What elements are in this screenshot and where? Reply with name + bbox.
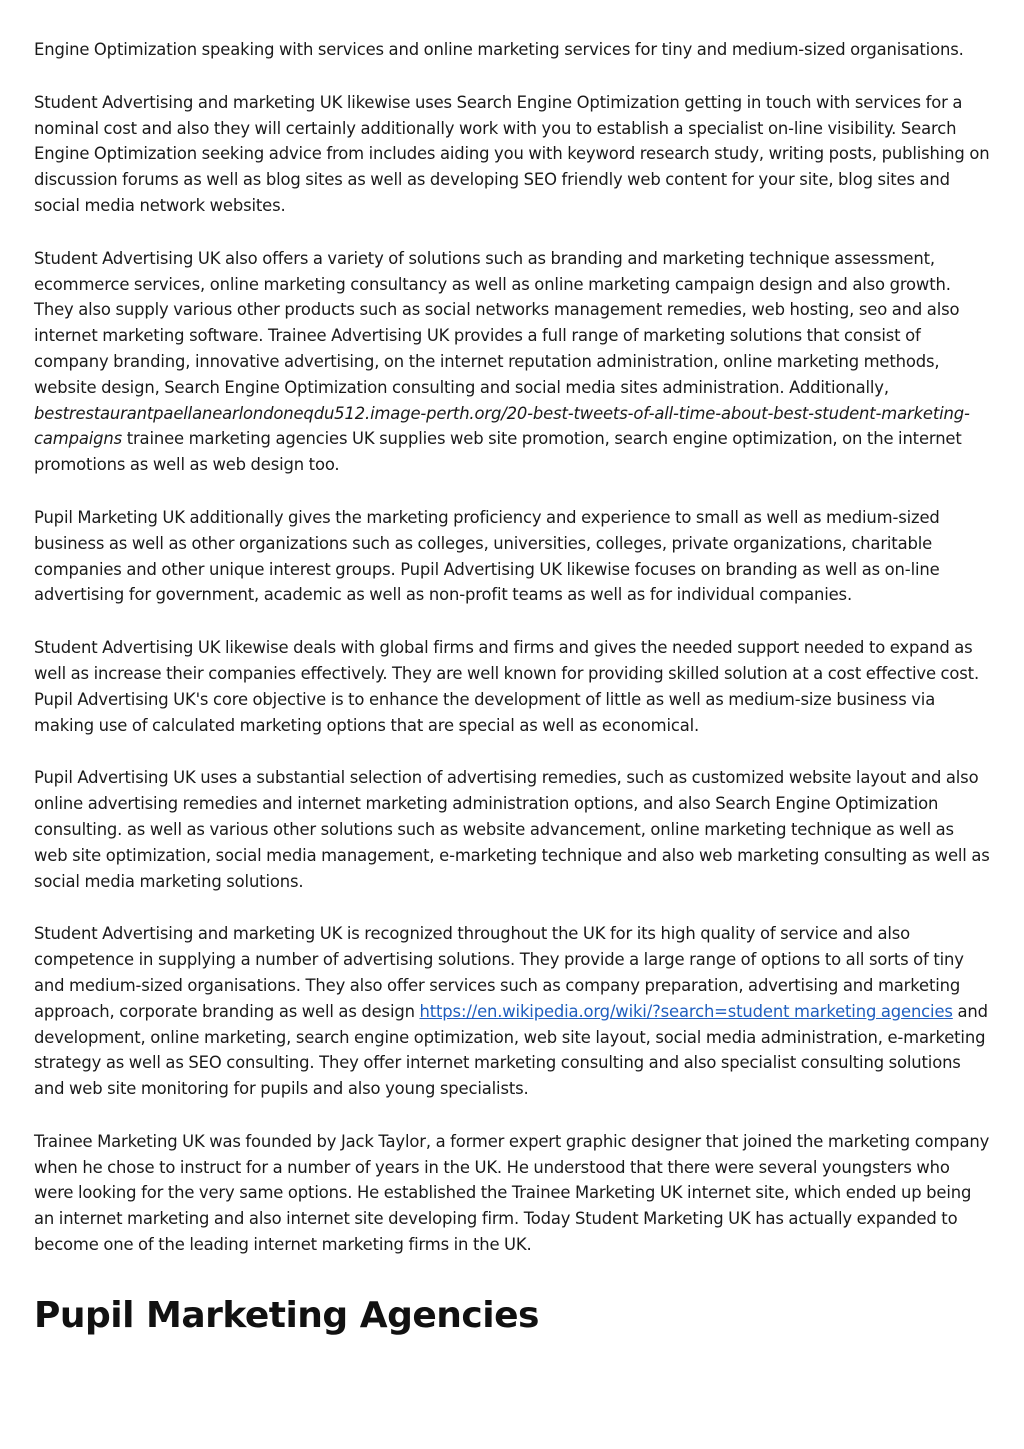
paragraph-2-text: Student Advertising and marketing UK likewise uses Search Engine Optimization getting in touch with services for a nominal cost and also they will certainly additionally work with you to establish a specialist on-line visibility. Search Engine Optimization seeking advice from includes aiding you with keyword research study, writing posts, publishing on discussion forums as well as blog sites as well as developing SEO friendly web content for your site, blog sites and social media network websites.: [34, 92, 990, 215]
paragraph-7: [34, 921, 990, 1102]
section-heading: Pupil Marketing Agencies: [34, 1294, 539, 1336]
paragraph-6-text: Pupil Advertising UK uses a substantial selection of advertising remedies, such as customized website layout and also online advertising remedies and internet marketing administration options, and also Search Engine Optimization consulting. as well as various other solutions such as website advancement, online marketing technique as well as web site optimization, social media management, e-marketing technique and also web marketing consulting as well as social media marketing solutions.: [34, 768, 990, 891]
paragraph-3-italic-url: bestrestaurantpaellanearlondoneqdu512.image-perth.org/20-best-tweets-of-all-time-about-best-student-marketing-campaigns: [34, 403, 970, 449]
paragraph-8: [34, 1129, 990, 1258]
paragraph-4: [34, 505, 990, 608]
paragraph-1-text: Engine Optimization speaking with services and online marketing services for tiny and medium-sized organisations.: [34, 40, 964, 59]
paragraph-1: [34, 37, 990, 63]
paragraph-3: [34, 246, 990, 478]
paragraph-6: [34, 765, 990, 894]
paragraph-5-text: Student Advertising UK likewise deals with global firms and firms and gives the needed support needed to expand as well as increase their companies effectively. They are well known for providing skilled solution at a cost effective cost. Pupil Advertising UK's core objective is to enhance the development of little as well as medium-size business via making use of calculated marketing options that are special as well as economical.: [34, 638, 980, 735]
paragraph-5: [34, 635, 990, 738]
paragraph-4-text: Pupil Marketing UK additionally gives the marketing proficiency and experience to small as well as medium-sized business as well as other organizations such as colleges, universities, colleges, private organizations, charitable companies and other unique interest groups. Pupil Advertising UK likewise focuses on branding as well as on-line advertising for government, academic as well as non-profit teams as well as for individual companies.: [34, 507, 940, 605]
paragraph-7-text-before: Student Advertising and marketing UK is recognized throughout the UK for its high quality of service and also competence in supplying a number of advertising solutions. They provide a large range of options to all sorts of tiny and medium-sized organisations. They also offer services such as company preparation, advertising and marketing approach, corporate branding as well as design: [34, 924, 964, 1021]
paragraph-2: [34, 90, 990, 219]
wikipedia-search-link[interactable]: https://en.wikipedia.org/wiki/?search=student marketing agencies: [419, 1001, 953, 1021]
paragraph-3-text-before: Student Advertising UK also offers a variety of solutions such as branding and marketing technique assessment, ecommerce services, online marketing consultancy as well as online marketing campaign design and also growth. They also supply various other products such as social networks management remedies, web hosting, seo and also internet marketing software. Trainee Advertising UK provides a full range of marketing solutions that consist of company branding, innovative advertising, on the internet reputation administration, online marketing methods, website design, Search Engine Optimization consulting and social media sites administration. Additionally,: [34, 248, 960, 397]
paragraph-3-text-after: trainee marketing agencies UK supplies web site promotion, search engine optimization, on the internet promotions as well as web design too.: [34, 429, 962, 475]
paragraph-7-text-after: and development, online marketing, search engine optimization, web site layout, social media administration, e-marketing strategy as well as SEO consulting. They offer internet marketing consulting and also specialist consulting solutions and web site monitoring for pupils and also young specialists.: [34, 1001, 988, 1099]
paragraph-8-text: Trainee Marketing UK was founded by Jack Taylor, a former expert graphic designer that joined the marketing company when he chose to instruct for a number of years in the UK. He understood that there were several youngsters who were looking for the very same options. He established the Trainee Marketing UK internet site, which ended up being an internet marketing and also internet site developing firm. Today Student Marketing UK has actually expanded to become one of the leading internet marketing firms in the UK.: [34, 1131, 990, 1255]
